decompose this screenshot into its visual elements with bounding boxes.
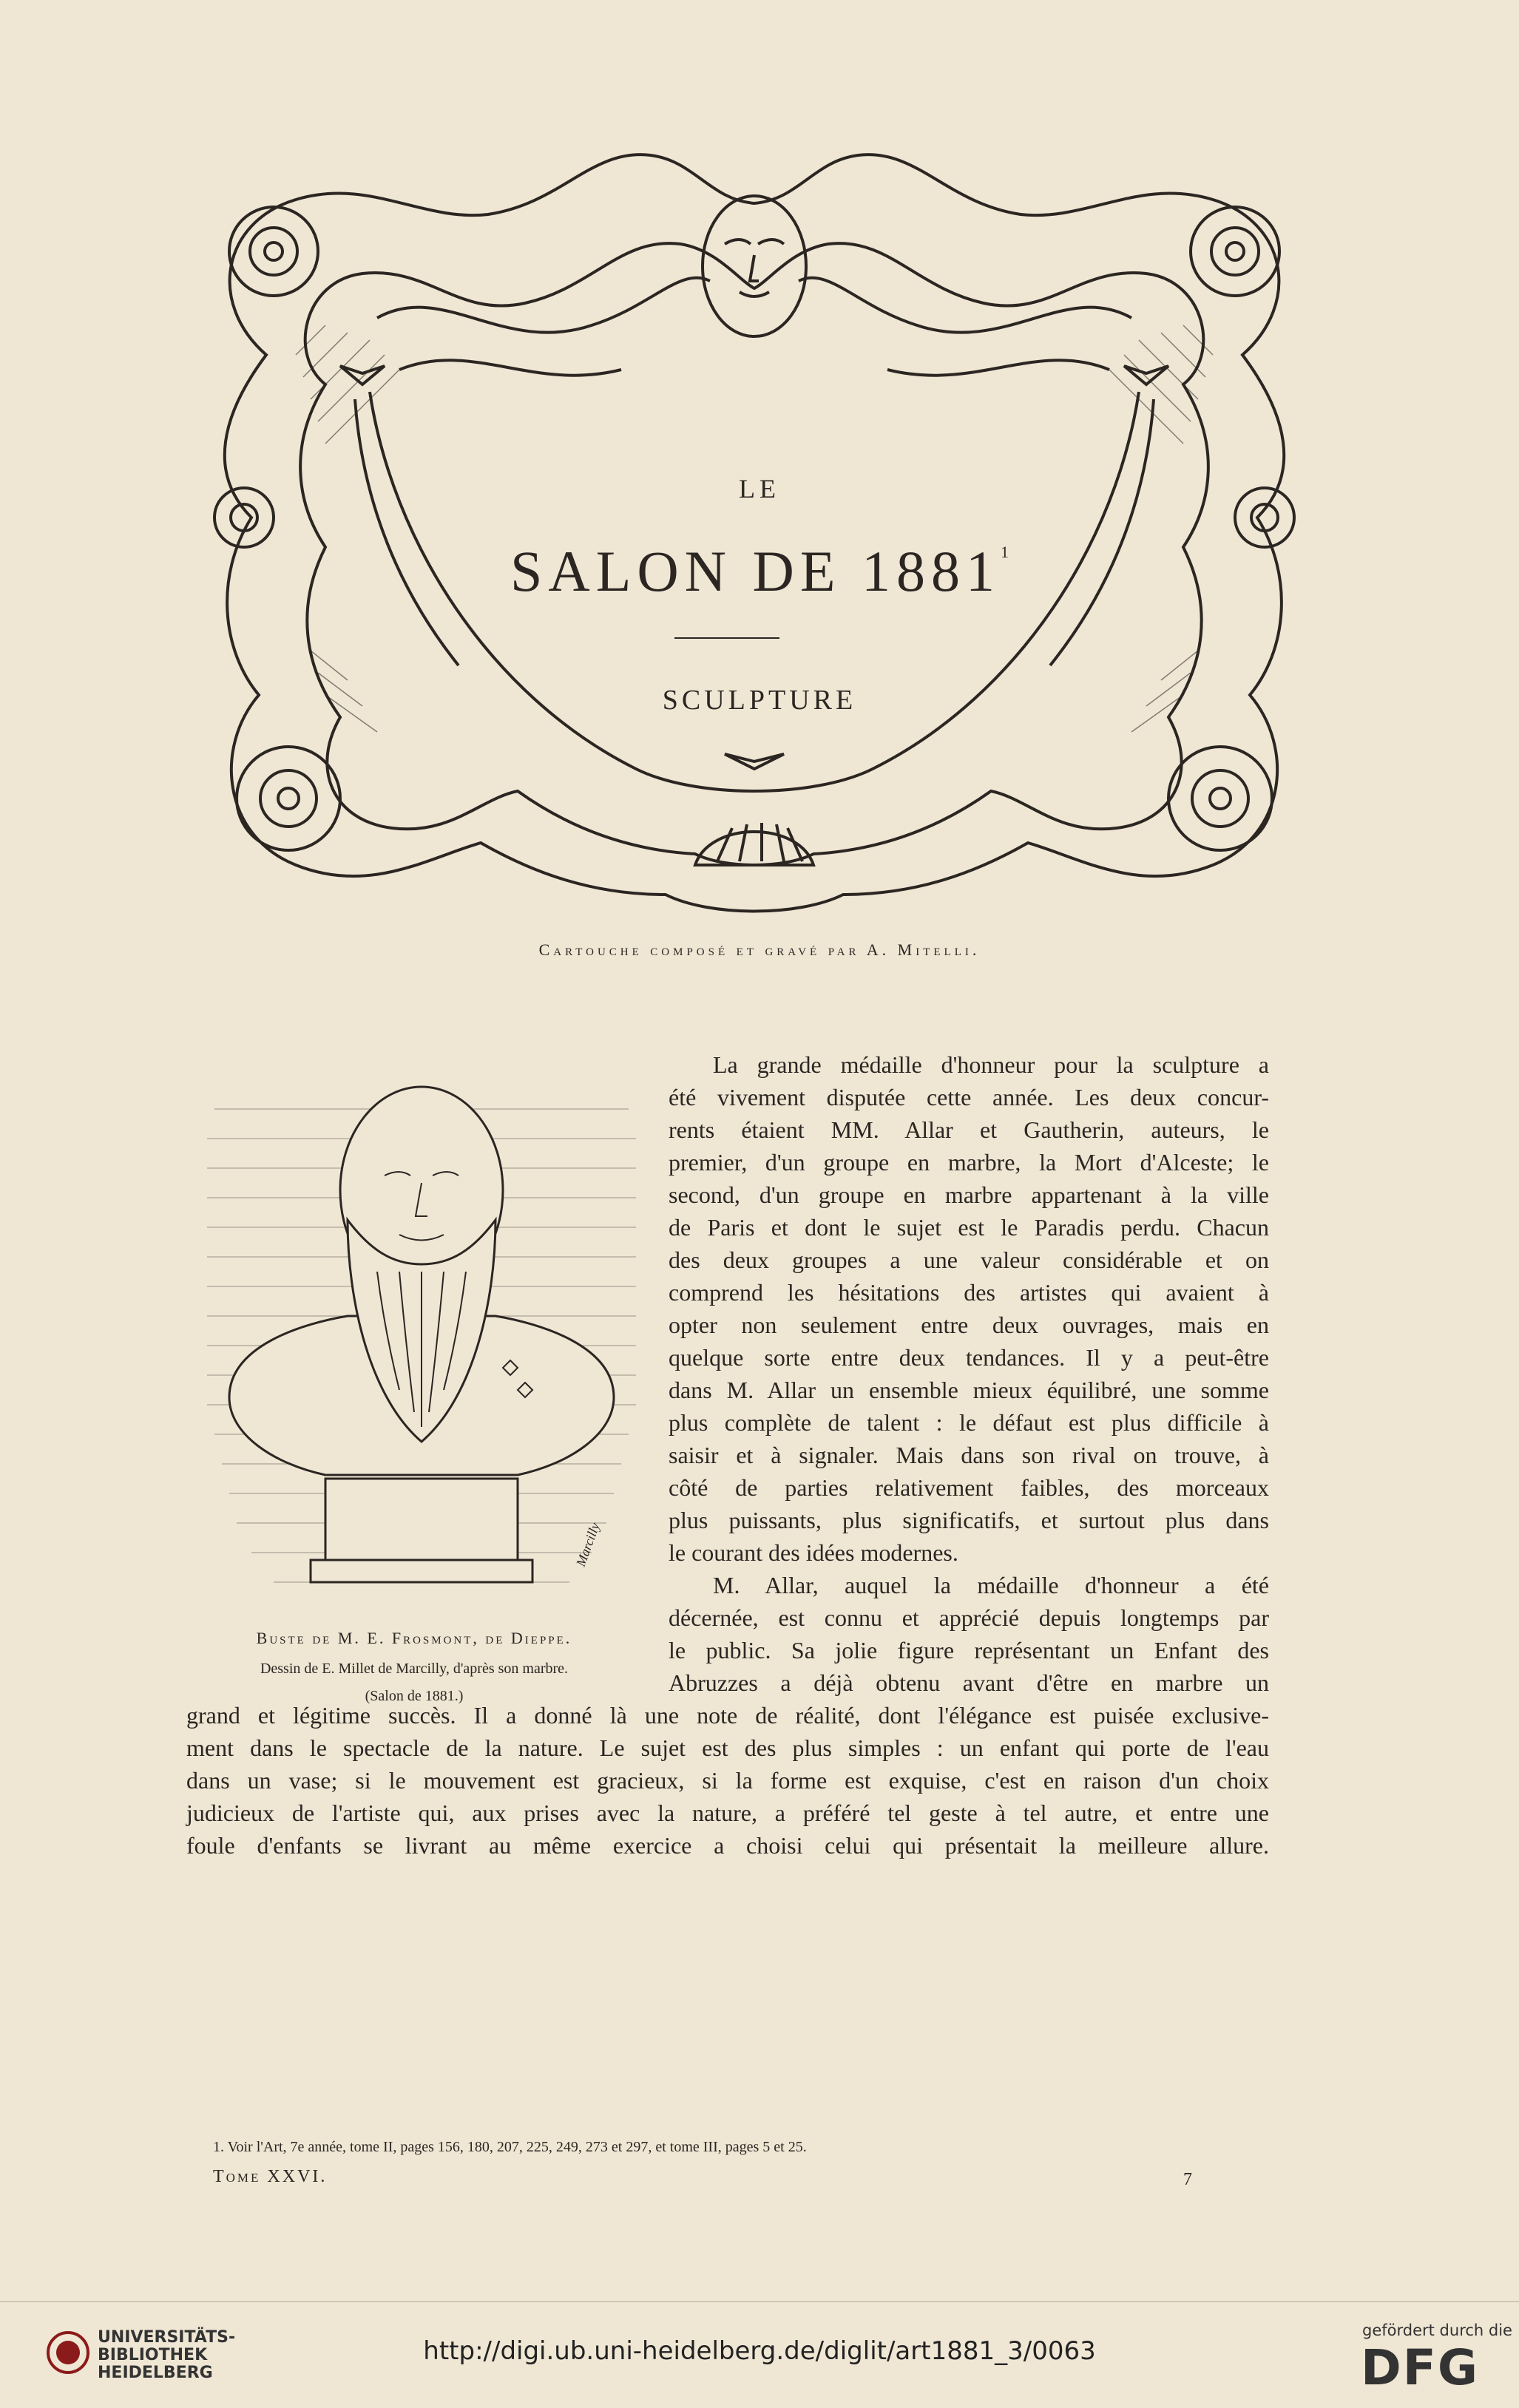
- dfg-logo: DFG: [1361, 2339, 1480, 2396]
- body-line: judicieux de l'artiste qui, aux prises avec la nature, a préféré tel geste à tel autre, et entre une: [186, 1800, 1269, 1826]
- body-line: saisir et à signaler. Mais dans son rival on trouve, à: [669, 1442, 1269, 1468]
- body-line: second, d'un groupe en marbre appartenant à la ville: [669, 1181, 1269, 1208]
- heading-rule: [674, 637, 779, 639]
- body-line: grand et légitime succès. Il a donné là une note de réalité, dont l'élégance est puisée exclusive-: [186, 1702, 1269, 1729]
- portrait-caption-title: Buste de M. E. Frosmont, de Dieppe.: [256, 1629, 572, 1647]
- heading-title-text: SALON DE 1881: [510, 539, 1001, 603]
- body-line: le public. Sa jolie figure représentant un Enfant des: [669, 1637, 1269, 1663]
- institution-line-3: HEIDELBERG: [98, 2364, 213, 2382]
- body-line: décernée, est connu et apprécié depuis longtemps par: [669, 1604, 1269, 1631]
- body-line: La grande médaille d'honneur pour la sculpture a: [713, 1051, 1269, 1078]
- bust-engraving: [200, 1050, 643, 1619]
- heading-le: LE: [739, 474, 780, 503]
- body-line: plus puissants, plus significatifs, et surtout plus dans: [669, 1507, 1269, 1533]
- body-line: des deux groupes a une valeur considérable et on: [669, 1247, 1269, 1273]
- body-line: quelque sorte entre deux tendances. Il y a peut-être: [669, 1344, 1269, 1371]
- body-line: M. Allar, auquel la médaille d'honneur a été: [713, 1572, 1269, 1598]
- engraver-signature: Marcilly: [572, 1520, 603, 1569]
- body-line: côté de parties relativement faibles, des morceaux: [669, 1474, 1269, 1501]
- cartouche-caption: Cartouche composé et gravé par A. Mitelli.: [538, 940, 981, 959]
- body-line: plus complète de talent : le défaut est plus difficile à: [669, 1409, 1269, 1436]
- permalink-url[interactable]: http://digi.ub.uni-heidelberg.de/diglit/art1881_3/0063: [423, 2336, 1096, 2366]
- institution-line-1: UNIVERSITÄTS-: [98, 2328, 236, 2347]
- institution-line-2: BIBLIOTHEK: [98, 2346, 208, 2364]
- funding-note: gefördert durch die: [1362, 2321, 1512, 2339]
- heading-subtitle: SCULPTURE: [662, 685, 857, 716]
- body-line: rents étaient MM. Allar et Gautherin, auteurs, le: [669, 1116, 1269, 1143]
- body-line: dans un vase; si le mouvement est gracieux, si la forme est exquise, c'est en raison d'un choix: [186, 1767, 1269, 1794]
- body-line: dans M. Allar un ensemble mieux équilibré, une somme: [669, 1377, 1269, 1403]
- body-line: ment dans le spectacle de la nature. Le sujet est des plus simples : un enfant qui porte de l'eau: [186, 1734, 1269, 1761]
- tome-label: Tome XXVI.: [213, 2167, 328, 2186]
- body-line: de Paris et dont le sujet est le Paradis perdu. Chacun: [669, 1214, 1269, 1241]
- body-line: opter non seulement entre deux ouvrages, mais en: [669, 1312, 1269, 1338]
- body-line: premier, d'un groupe en marbre, la Mort d'Alceste; le: [669, 1149, 1269, 1176]
- portrait-caption-credit: Dessin de E. Millet de Marcilly, d'après son marbre.: [260, 1661, 569, 1677]
- cartouche-engraving: [177, 133, 1331, 928]
- body-line: le courant des idées modernes.: [669, 1539, 958, 1566]
- body-line: été vivement disputée cette année. Les deux concur-: [669, 1084, 1269, 1110]
- body-line: comprend les hésitations des artistes qui avaient à: [669, 1279, 1269, 1306]
- footnote-reference[interactable]: 1: [1001, 543, 1009, 561]
- footer-divider: [0, 2301, 1519, 2302]
- body-line: foule d'enfants se livrant au même exercice a choisi celui qui présentait la meilleure allure.: [186, 1832, 1269, 1859]
- body-line: Abruzzes a déjà obtenu avant d'être en marbre un: [669, 1669, 1269, 1696]
- heading-title: [0, 538, 1519, 605]
- portrait-caption-salon: (Salon de 1881.): [365, 1688, 464, 1704]
- footnote: 1. Voir l'Art, 7e année, tome II, pages 156, 180, 207, 225, 249, 273 et 297, et tome III, pages 5 et 25.: [213, 2139, 807, 2155]
- page-number: 7: [1183, 2170, 1192, 2189]
